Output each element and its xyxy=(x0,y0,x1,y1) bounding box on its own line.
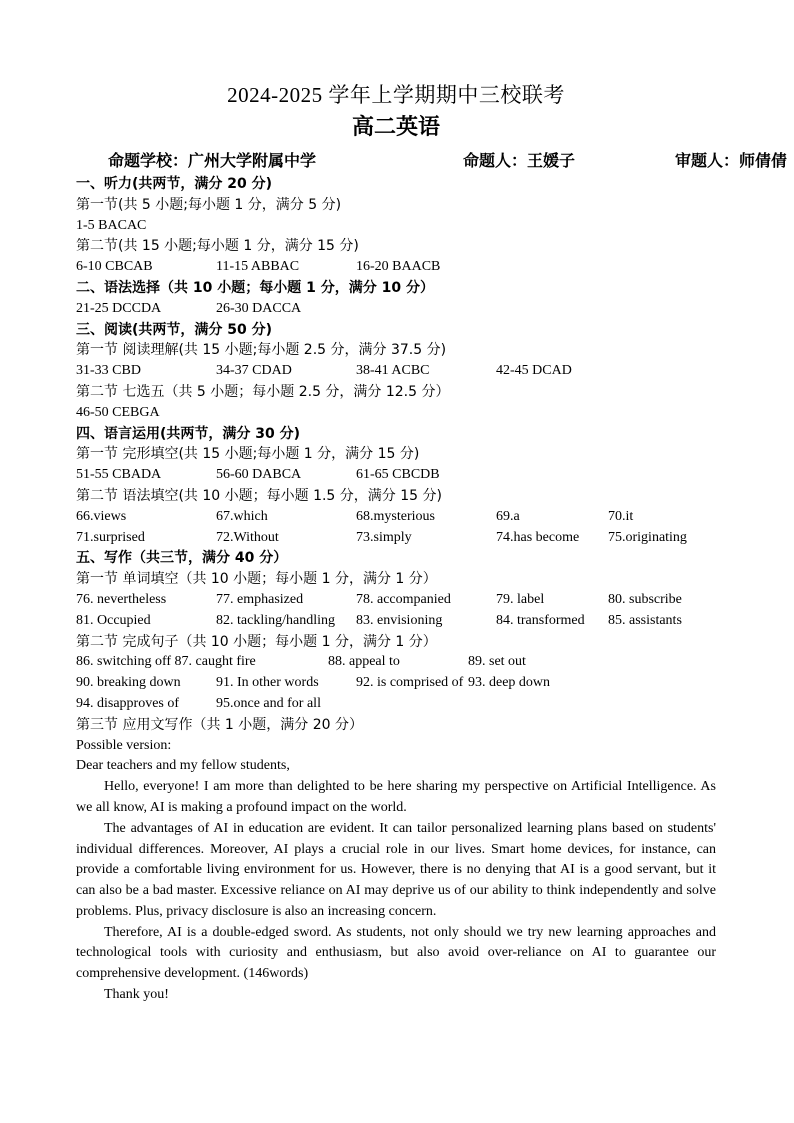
answer-item: 81. Occupied xyxy=(76,612,151,628)
reviewer-label: 审题人：师倩倩 xyxy=(675,151,788,170)
answer-group: 61-65 CBCDB xyxy=(356,467,440,483)
answer-item: 79. label xyxy=(496,591,545,607)
answer-group: 38-41 ACBC xyxy=(356,363,430,379)
answer-item: 70.it xyxy=(608,508,634,524)
exam-title: 2024-2025 学年上学期期中三校联考 xyxy=(227,83,565,107)
reading-section2-answers: 46-50 CEBGA xyxy=(76,404,160,420)
listening-section1-answers: 1-5 BACAC xyxy=(76,217,147,233)
essay-paragraph: Therefore, AI is a double-edged sword. As students, not only should we try new learning approaches and technological tools with curiosity and enthusiasm, but also avoid over-reliance on AI to guarantee our comprehensive development. (146words) xyxy=(76,924,716,982)
essay-paragraph: Hello, everyone! I am more than delighted to be here sharing my perspective on Artificial Intelligence. As we all know, AI is making a profound impact on the world. xyxy=(76,779,716,815)
answer-item: 91. In other words xyxy=(216,675,319,691)
answer-item: 80. subscribe xyxy=(608,591,682,607)
answer-group: 42-45 DCAD xyxy=(496,363,572,379)
answer-item: 83. envisioning xyxy=(356,612,443,628)
cloze-answers xyxy=(76,465,716,486)
answer-item: 74.has become xyxy=(496,529,580,545)
essay-greeting: Dear teachers and my fellow students, xyxy=(76,758,290,774)
grammar-choice-answers xyxy=(76,299,716,320)
language-use-heading: 四、语言运用(共两节，满分 30 分) xyxy=(76,425,301,442)
sentence-completion-row xyxy=(76,652,716,673)
exam-makers xyxy=(76,150,788,172)
school-label: 命题学校：广州大学附属中学 xyxy=(108,151,317,170)
answer-group: 34-37 CDAD xyxy=(216,363,292,379)
essay-intro: Possible version: xyxy=(76,737,172,753)
reading-heading: 三、阅读(共两节，满分 50 分) xyxy=(76,321,273,338)
answer-item: 88. appeal to xyxy=(328,654,400,670)
answer-item: 71.surprised xyxy=(76,529,145,545)
word-fill-row xyxy=(76,590,716,611)
answer-group: 51-55 CBADA xyxy=(76,467,162,483)
answer-item: 90. breaking down xyxy=(76,675,181,691)
cloze-heading: 第一节 完形填空(共 15 小题;每小题 1 分，满分 15 分) xyxy=(76,446,420,463)
answer-item: 94. disapproves of xyxy=(76,695,180,711)
grammar-choice-heading: 二、语法选择（共 10 小题；每小题 1 分，满分 10 分） xyxy=(76,279,434,296)
answer-item: 75.originating xyxy=(608,529,687,545)
answer-item: 82. tackling/handling xyxy=(216,612,335,628)
application-writing-heading: 第三节 应用文写作（共 1 小题，满分 20 分） xyxy=(76,716,363,733)
reading-section1-heading: 第一节 阅读理解(共 15 小题;每小题 2.5 分，满分 37.5 分) xyxy=(76,342,447,359)
grammar-fill-row xyxy=(76,528,716,549)
author-label: 命题人：王媛子 xyxy=(463,151,576,170)
answer-item: 68.mysterious xyxy=(356,508,435,524)
reading-section2-heading: 第二节 七选五（共 5 小题；每小题 2.5 分，满分 12.5 分） xyxy=(76,383,450,400)
answer-item: 95.once and for all xyxy=(216,695,321,711)
answer-item: 73.simply xyxy=(356,529,412,545)
answer-group: 16-20 BAACB xyxy=(356,259,441,275)
answer-item: 85. assistants xyxy=(608,612,682,628)
listening-section1-heading: 第一节(共 5 小题;每小题 1 分，满分 5 分) xyxy=(76,196,342,213)
answer-group: 21-25 DCCDA xyxy=(76,300,162,316)
answer-item: 76. nevertheless xyxy=(76,591,167,607)
essay-closing: Thank you! xyxy=(104,987,169,1003)
answer-item: 93. deep down xyxy=(468,675,551,691)
answer-item: 86. switching off 87. caught fire xyxy=(76,654,256,670)
reading-section1-answers xyxy=(76,361,716,382)
grammar-fill-heading: 第二节 语法填空(共 10 小题；每小题 1.5 分，满分 15 分) xyxy=(76,487,442,504)
answer-item: 69.a xyxy=(496,508,520,524)
word-fill-row xyxy=(76,611,716,632)
answer-item: 67.which xyxy=(216,508,268,524)
answer-item: 72.Without xyxy=(216,529,279,545)
answer-group: 56-60 DABCA xyxy=(216,467,302,483)
listening-section2-heading: 第二节(共 15 小题;每小题 1 分，满分 15 分) xyxy=(76,238,359,255)
answer-group: 26-30 DACCA xyxy=(216,300,302,316)
word-fill-heading: 第一节 单词填空（共 10 小题；每小题 1 分，满分 1 分） xyxy=(76,571,437,588)
sentence-completion-row xyxy=(76,673,716,694)
answer-item: 84. transformed xyxy=(496,612,585,628)
answer-item: 77. emphasized xyxy=(216,591,304,607)
writing-heading: 五、写作（共三节，满分 40 分） xyxy=(76,550,288,567)
listening-heading: 一、听力(共两节，满分 20 分) xyxy=(76,176,273,192)
answer-item: 89. set out xyxy=(468,654,526,670)
answer-item: 92. is comprised of xyxy=(356,675,464,691)
answer-key-page xyxy=(76,82,788,1006)
sentence-completion-row xyxy=(76,694,716,715)
grammar-fill-row xyxy=(76,507,716,528)
sentence-completion-heading: 第二节 完成句子（共 10 小题；每小题 1 分，满分 1 分） xyxy=(76,633,437,650)
answer-item: 66.views xyxy=(76,508,127,524)
subject-title: 高二英语 xyxy=(351,115,440,140)
answer-group: 11-15 ABBAC xyxy=(216,259,300,275)
answer-item: 78. accompanied xyxy=(356,591,451,607)
answer-group: 6-10 CBCAB xyxy=(76,259,153,275)
essay-paragraph: The advantages of AI in education are evident. It can tailor personalized learning plans based on students' individual differences. Moreover, AI plays a crucial role in our lives. Smart home devices, for instance, can provide a comfortable living environment for us. However, there is no denying that AI is a good servant, but it can also be a bad master. Excessive reliance on AI may deprive us of our ability to think independently and solve problems. Plus, privacy disclosure is also an increasing concern. xyxy=(76,820,716,919)
answer-group: 31-33 CBD xyxy=(76,363,141,379)
listening-section2-answers xyxy=(76,257,716,278)
